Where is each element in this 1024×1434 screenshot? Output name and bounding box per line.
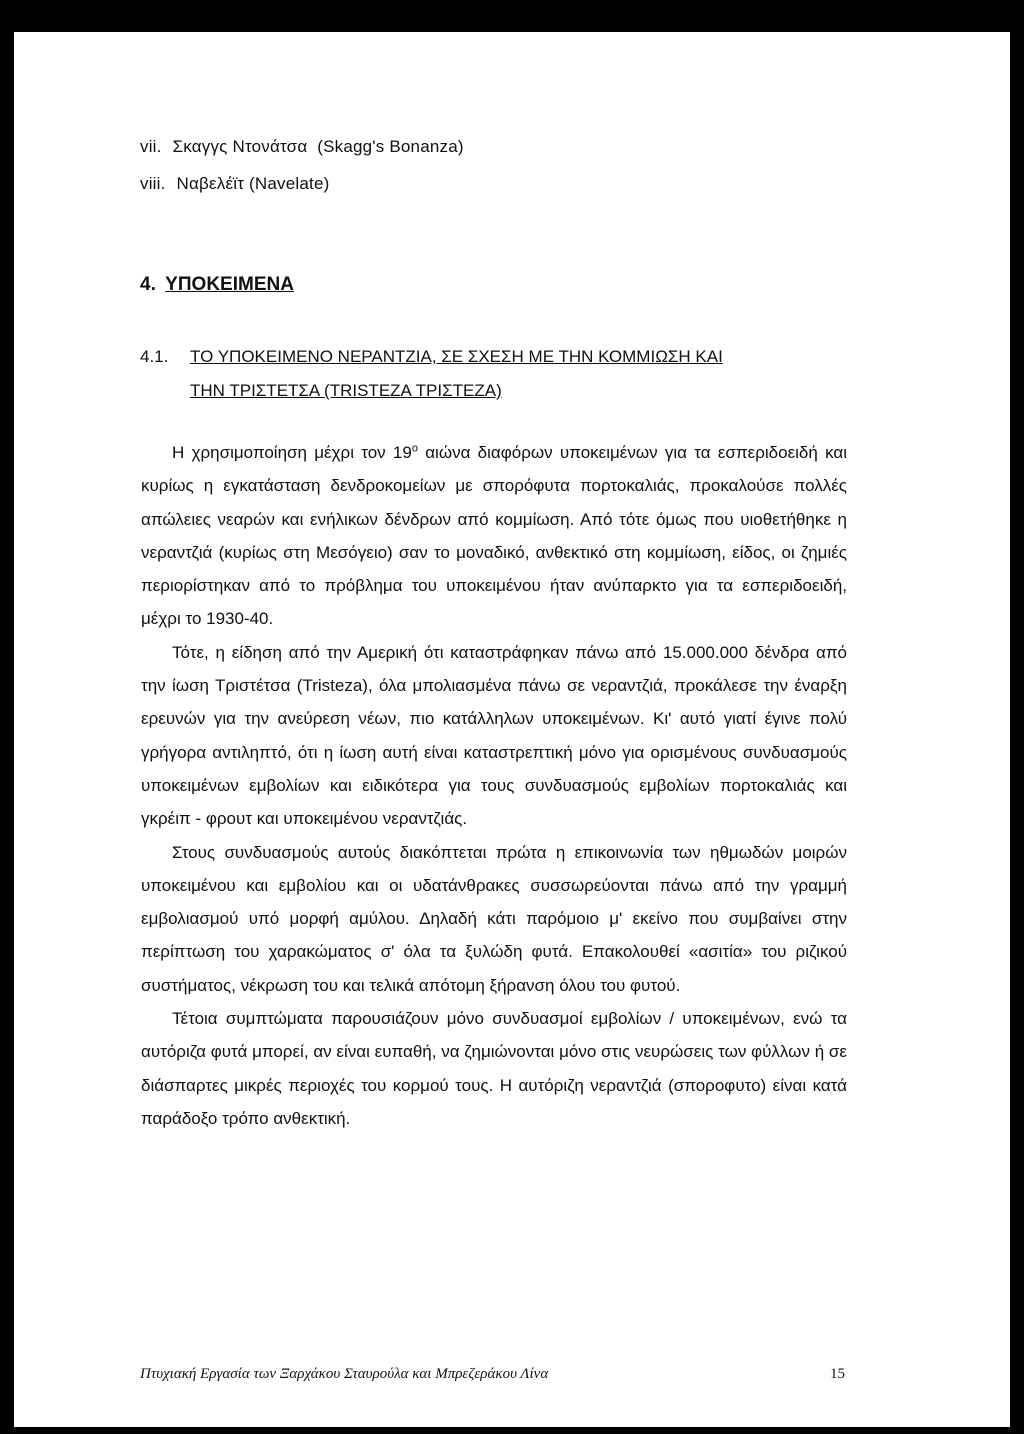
paragraph-2: Τότε, η είδηση από την Αμερική ότι καταστράφηκαν πάνω από 15.000.000 δένδρα από την ίωση Τριστέτσα (Tristeza), όλα μπολιασμένα πάνω σε νεραντζιά, προκάλεσε την έναρξη ερευνών για την ανεύρεση νέων, πιο κατάλληλων υποκειμένων. Κι' αυτό γιατί έγινε πολύ γρήγορα αντιληπτό, ότι η ίωση αυτή είναι καταστρεπτική μόνο για ορισμένους συνδυασμούς υποκειμένων εμβολίων και ειδικότερα για τους συνδυασμούς εμβολίων πορτοκαλιάς και γκρέιπ - φρουτ και υποκειμένου νεραντζιάς. xyxy=(141,642,847,829)
list-text: Ναβελέϊτ (Navelate) xyxy=(176,174,330,193)
paragraph-4: Τέτοια συμπτώματα παρουσιάζουν μόνο συνδυασμοί εμβολίων / υποκειμένων, ενώ τα αυτόριζα φυτά μπορεί, αν είναι ευπαθή, να ζημιώνονται μόνο στις νευρώσεις των φύλλων ή σε διάσπαρτες μικρές περιοχές του κορμού τους. Η αυτόριζη νεραντζιά (σποροφυτο) είναι κατά παράδοξο τρόπο ανθεκτική. xyxy=(141,1009,847,1128)
list-numeral: vii. xyxy=(140,137,162,156)
list-item-viii xyxy=(140,174,329,194)
paragraph-1: Η χρησιμοποίηση μέχρι τον $19^o$ αιώνα διαφόρων υποκειμένων για τα εσπεριδοειδή και κυρίως η εγκατάσταση δενδροκομείων με σπορόφυτα πορτοκαλιάς, προκαλούσε πολλές απώλειες νεαρών και ενήλικων δένδρων από κομμίωση. Από τότε όμως που υιοθετήθηκε η νεραντζιά (κυρίως στη Μεσόγειο) σαν το μοναδικό, ανθεκτικό στη κομμίωση, είδος, οι ζημιές περιορίστηκαν από το πρόβλημα του υποκειμένου ήταν ανύπαρκτο για τα εσπεριδοειδή, μέχρι το 1930-40. xyxy=(141,442,847,629)
list-item-vii xyxy=(140,137,464,157)
paragraph-3: Στους συνδυασμούς αυτούς διακόπτεται πρώτα η επικοινωνία των ηθμωδών μοιρών υποκειμένου και εμβολίου και οι υδατάνθρακες συσσωρεύονται πάνω από την γραμμή εμβολιασμού υπό μορφή αμύλου. Δηλαδή κάτι παρόμοιο μ' εκείνο που συμβαίνει στην περίπτωση του χαρακώματος σ' όλα τα ξυλώδη φυτά. Επακολουθεί «ασιτία» του ριζικού συστήματος, νέκρωση του και τελικά απότομη ξήρανση όλου του φυτού. xyxy=(141,842,847,995)
body-text xyxy=(141,436,847,1135)
list-numeral: viii. xyxy=(140,174,166,193)
subsection-number: 4.1. xyxy=(140,347,169,366)
page-number: 15 xyxy=(830,1366,845,1382)
footer-text: Πτυχιακή Εργασία των Ξαρχάκου Σταυρούλα και Μπρεζεράκου Λίνα xyxy=(140,1366,549,1382)
section-title: ΥΠΟΚΕΙΜΕΝΑ xyxy=(165,274,294,295)
subsection-title-line-1: ΤΟ ΥΠΟΚΕΙΜΕΝΟ ΝΕΡΑΝΤΖΙΑ, ΣΕ ΣΧΕΣΗ ΜΕ ΤΗΝ ΚΟΜΜΙΩΣΗ ΚΑΙ xyxy=(190,347,723,366)
section-number: 4. xyxy=(140,274,156,295)
document-page xyxy=(14,32,1010,1427)
subsection-title-line-2: ΤΗΝ ΤΡΙΣΤΕΤΣΑ (TRISTEZA ΤΡΙΣΤΕΖΑ) xyxy=(190,381,502,400)
superscript: ο xyxy=(411,442,418,455)
section-heading xyxy=(140,274,294,296)
list-text: Σκαγγς Ντονάτσα (Skagg's Bonanza) xyxy=(172,137,464,156)
